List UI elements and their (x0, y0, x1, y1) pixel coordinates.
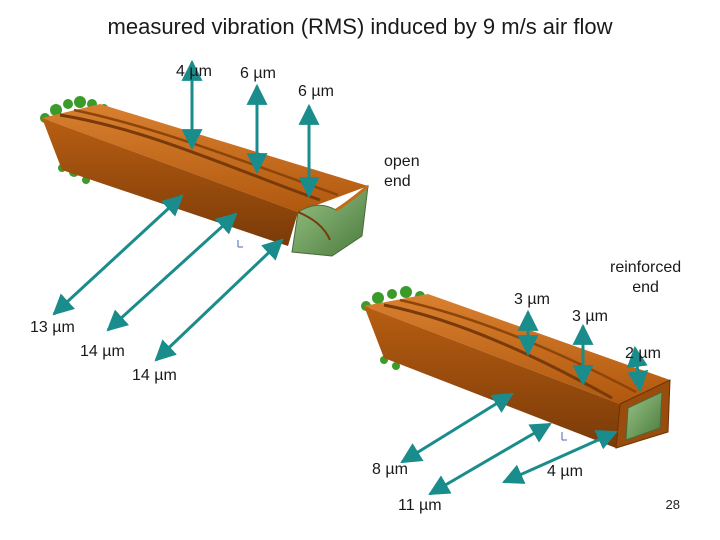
lower-label-11um: 11 µm (398, 497, 442, 514)
upper-label-14um-b: 14 µm (132, 367, 177, 384)
lower-label-8um: 8 µm (372, 461, 408, 478)
upper-label-6um-a: 6 µm (240, 65, 276, 82)
upper-label-4um: 4 µm (176, 63, 212, 80)
upper-label-6um-b: 6 µm (298, 83, 334, 100)
arrow-upper-13um (54, 196, 182, 314)
upper-beam (40, 96, 368, 256)
arrow-upper-14um-b (156, 240, 282, 360)
arrow-upper-14um-a (108, 214, 236, 330)
slide-title: measured vibration (RMS) induced by 9 m/s air flow (107, 14, 613, 39)
lower-label-4um: 4 µm (547, 463, 583, 480)
upper-label-14um-a: 14 µm (80, 343, 125, 360)
lower-label-3um-a: 3 µm (514, 291, 550, 308)
arrow-lower-8um (402, 394, 512, 462)
lower-beam (361, 286, 670, 448)
lower-label-3um-b: 3 µm (572, 308, 608, 325)
lower-label-2um: 2 µm (625, 345, 661, 362)
lower-end-label: reinforced end (610, 259, 682, 296)
upper-end-label: open end (384, 153, 420, 190)
page-number: 28 (665, 497, 680, 512)
upper-label-13um: 13 µm (30, 319, 75, 336)
